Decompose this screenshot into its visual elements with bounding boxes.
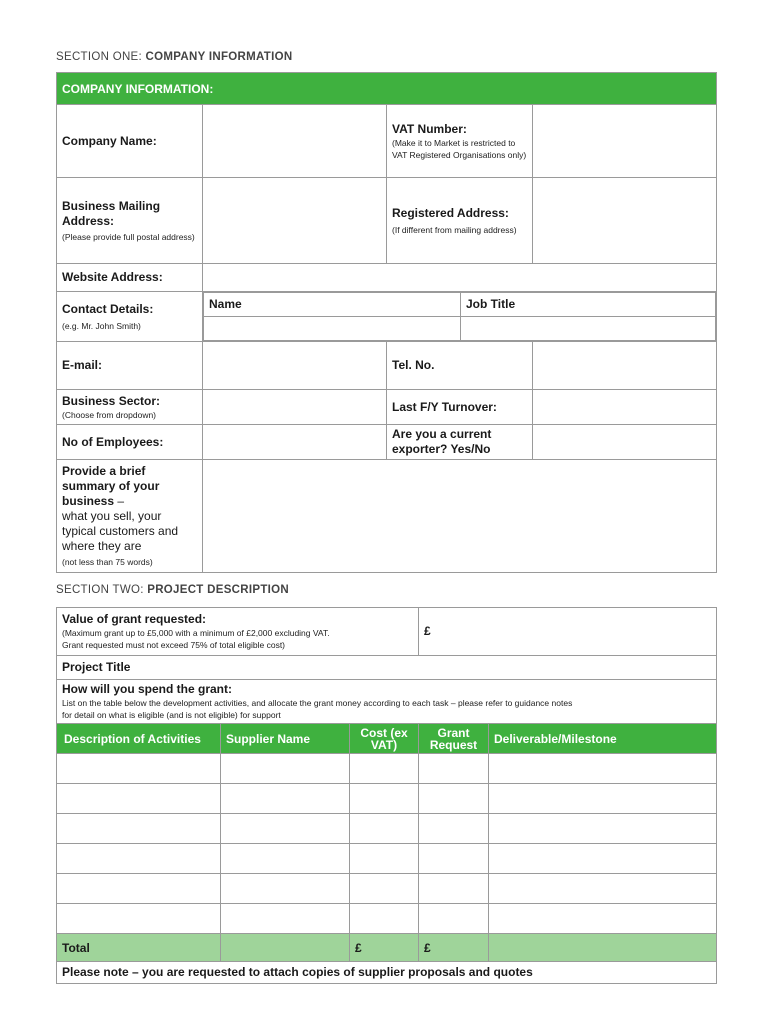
activity-row <box>57 904 717 934</box>
section-two-heading <box>56 584 289 596</box>
header-cost: Cost (ex VAT) <box>350 724 419 754</box>
employees-label: No of Employees: <box>57 425 203 460</box>
exporter-field[interactable] <box>533 425 717 460</box>
contact-name-header: Name <box>204 293 461 317</box>
tel-label: Tel. No. <box>387 342 533 390</box>
registered-address-field[interactable] <box>533 178 717 264</box>
activity-cost-cell[interactable] <box>350 784 419 814</box>
sector-label: Business Sector: (Choose from dropdown) <box>57 390 203 425</box>
header-description: Description of Activities <box>57 724 221 754</box>
summary-plain: what you sell, your typical customers and where they are <box>62 509 179 553</box>
mailing-address-field[interactable] <box>203 178 387 264</box>
activity-cost-cell[interactable] <box>350 844 419 874</box>
activity-grant-cell[interactable] <box>419 904 489 934</box>
activity-description-cell[interactable] <box>57 754 221 784</box>
header-deliverable: Deliverable/Milestone <box>489 724 717 754</box>
registered-note: (If different from mailing address) <box>392 224 517 235</box>
activity-supplier-cell[interactable] <box>221 904 350 934</box>
contact-note: (e.g. Mr. John Smith) <box>62 320 141 331</box>
section-two-prefix: SECTION TWO: <box>56 584 148 596</box>
project-title-label: Project Title <box>62 660 131 674</box>
activity-row <box>57 784 717 814</box>
activity-description-cell[interactable] <box>57 904 221 934</box>
activity-deliverable-cell[interactable] <box>489 904 717 934</box>
exporter-label: Are you a current exporter? Yes/No <box>387 425 533 460</box>
project-description-table <box>56 607 717 984</box>
activity-grant-cell[interactable] <box>419 844 489 874</box>
grant-note-1: (Maximum grant up to £5,000 with a minimum of £2,000 excluding VAT. <box>62 628 330 638</box>
activity-description-cell[interactable] <box>57 844 221 874</box>
company-name-label: Company Name: <box>57 105 203 178</box>
registered-address-label: Registered Address: (If different from mailing address) <box>387 178 533 264</box>
section-two-title: PROJECT DESCRIPTION <box>147 584 290 596</box>
website-field[interactable] <box>203 264 717 292</box>
company-name-field[interactable] <box>203 105 387 178</box>
activity-supplier-cell[interactable] <box>221 754 350 784</box>
company-information-banner: COMPANY INFORMATION: <box>57 73 717 105</box>
contact-job-title-field[interactable] <box>461 317 716 341</box>
activity-row <box>57 844 717 874</box>
grant-note-2: Grant requested must not exceed 75% of total eligible cost) <box>62 640 286 650</box>
section-one-heading <box>56 51 292 63</box>
activity-row <box>57 874 717 904</box>
activity-supplier-cell[interactable] <box>221 844 350 874</box>
activity-cost-cell[interactable] <box>350 814 419 844</box>
header-grant: Grant Request <box>419 724 489 754</box>
activity-deliverable-cell[interactable] <box>489 754 717 784</box>
total-row <box>57 934 717 962</box>
please-note: Please note – you are requested to attach copies of supplier proposals and quotes <box>57 962 717 984</box>
turnover-field[interactable] <box>533 390 717 425</box>
turnover-label: Last F/Y Turnover: <box>387 390 533 425</box>
activity-row <box>57 814 717 844</box>
activity-deliverable-cell[interactable] <box>489 874 717 904</box>
activity-description-cell[interactable] <box>57 814 221 844</box>
spend-note-2: for detail on what is eligible (and is not eligible) for support <box>62 710 281 720</box>
total-supplier-cell <box>221 934 350 962</box>
activity-cost-cell[interactable] <box>350 874 419 904</box>
activity-cost-cell[interactable] <box>350 754 419 784</box>
vat-number-label: VAT Number: (Make it to Market is restricted to VAT Registered Organisations only) <box>387 105 533 178</box>
sector-dropdown[interactable] <box>203 390 387 425</box>
grant-pound: £ <box>424 624 431 638</box>
activity-description-cell[interactable] <box>57 784 221 814</box>
vat-note: (Make it to Market is restricted to VAT Registered Organisations only) <box>392 137 527 160</box>
activity-supplier-cell[interactable] <box>221 784 350 814</box>
mailing-address-label: Business Mailing Address: (Please provide full postal address) <box>57 178 203 264</box>
activity-deliverable-cell[interactable] <box>489 814 717 844</box>
activities-header-row <box>57 724 717 754</box>
email-field[interactable] <box>203 342 387 390</box>
activity-grant-cell[interactable] <box>419 874 489 904</box>
total-grant-cell[interactable]: £ <box>419 934 489 962</box>
contact-name-field[interactable] <box>204 317 461 341</box>
section-one-prefix: SECTION ONE: <box>56 51 146 63</box>
activity-deliverable-cell[interactable] <box>489 784 717 814</box>
grant-value-label: Value of grant requested: (Maximum grant up to £5,000 with a minimum of £2,000 excluding VAT. Grant requested must not exceed 75% of total eligible cost) <box>57 608 419 656</box>
company-information-table <box>56 72 717 573</box>
email-label: E-mail: <box>57 342 203 390</box>
activity-row <box>57 754 717 784</box>
total-deliverable-cell <box>489 934 717 962</box>
project-title-field[interactable] <box>57 656 717 680</box>
tel-field[interactable] <box>533 342 717 390</box>
activity-grant-cell[interactable] <box>419 754 489 784</box>
activity-grant-cell[interactable] <box>419 784 489 814</box>
activity-supplier-cell[interactable] <box>221 874 350 904</box>
contact-grid <box>203 292 717 342</box>
spend-note-1: List on the table below the development activities, and allocate the grant money according to each task – please refer to guidance notes <box>62 698 573 708</box>
summary-note: (not less than 75 words) <box>62 557 153 567</box>
summary-field[interactable] <box>203 460 717 573</box>
total-cost-cell[interactable]: £ <box>350 934 419 962</box>
sector-note: (Choose from dropdown) <box>62 409 157 420</box>
section-one-title: COMPANY INFORMATION <box>145 51 293 63</box>
activity-supplier-cell[interactable] <box>221 814 350 844</box>
activity-grant-cell[interactable] <box>419 814 489 844</box>
total-label: Total <box>57 934 221 962</box>
activity-description-cell[interactable] <box>57 874 221 904</box>
header-supplier: Supplier Name <box>221 724 350 754</box>
employees-field[interactable] <box>203 425 387 460</box>
activity-deliverable-cell[interactable] <box>489 844 717 874</box>
spend-section: How will you spend the grant: List on the table below the development activities, and allocate the grant money according to each task – please refer to guidance notes for detail on what is eligible (and is not eligible) for support <box>57 680 717 724</box>
activity-cost-cell[interactable] <box>350 904 419 934</box>
contact-label: Contact Details: (e.g. Mr. John Smith) <box>57 292 203 342</box>
website-label: Website Address: <box>57 264 203 292</box>
summary-label: Provide a brief summary of your business – what you sell, your typical customers and where they are (not less than 75 words) <box>57 460 203 573</box>
grant-value-field[interactable] <box>419 608 717 656</box>
contact-job-title-header: Job Title <box>461 293 716 317</box>
vat-number-field[interactable] <box>533 105 717 178</box>
mailing-note: (Please provide full postal address) <box>62 231 195 242</box>
